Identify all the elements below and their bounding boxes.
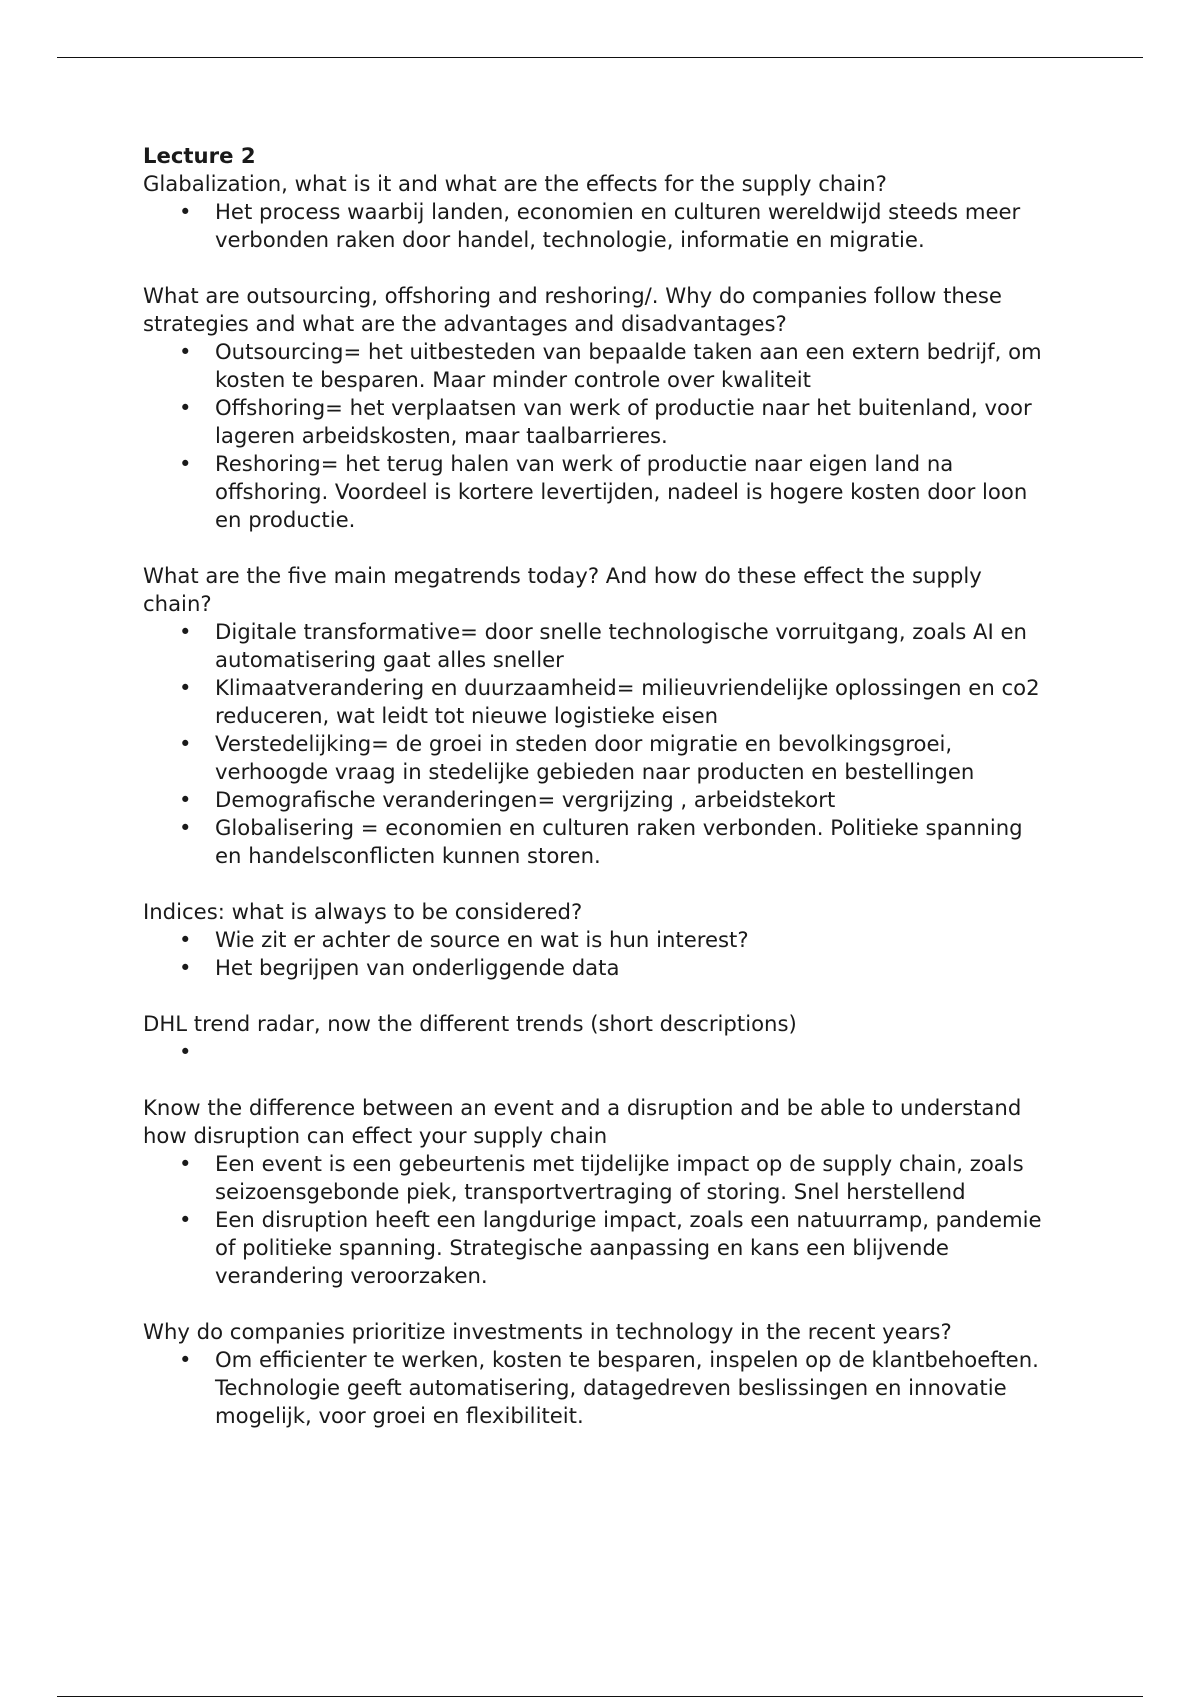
document-body <box>143 142 1048 1458</box>
answer-list <box>143 926 1048 982</box>
answer-item: • Een event is een gebeurtenis met tijdelijke impact op de supply chain, zoals seizoensgebonde piek, transportvertraging of storing. Snel herstellend <box>215 1150 1048 1206</box>
answer-list <box>143 198 1048 254</box>
answer-item: • Om efficienter te werken, kosten te besparen, inspelen op de klantbehoeften. Technologie geeft automatisering, datagedreven beslissingen en innovatie mogelijk, voor groei en flexibiliteit. <box>215 1346 1048 1430</box>
header-rule <box>57 57 1143 58</box>
answer-item: • Klimaatverandering en duurzaamheid= milieuvriendelijke oplossingen en co2 reduceren, wat leidt tot nieuwe logistieke eisen <box>215 674 1048 730</box>
question: What are outsourcing, offshoring and reshoring/. Why do companies follow these strategies and what are the advantages and disadvantages? <box>143 283 1002 336</box>
section-outsourcing <box>143 282 1048 534</box>
answer-list <box>143 1346 1048 1430</box>
question: DHL trend radar, now the different trends (short descriptions) <box>143 1011 797 1036</box>
answer-list <box>143 1038 1048 1066</box>
answer-item: • Offshoring= het verplaatsen van werk of productie naar het buitenland, voor lageren arbeidskosten, maar taalbarrieres. <box>215 394 1048 450</box>
answer-item: • Demografische veranderingen= vergrijzing , arbeidstekort <box>215 786 1048 814</box>
answer-list <box>143 338 1048 534</box>
answer-item-empty <box>215 1038 1048 1066</box>
section-globalization <box>143 170 1048 254</box>
answer-list <box>143 1150 1048 1290</box>
footer-rule <box>57 1696 1143 1697</box>
answer-item: • Outsourcing= het uitbesteden van bepaalde taken aan een extern bedrijf, om kosten te besparen. Maar minder controle over kwaliteit <box>215 338 1048 394</box>
question: What are the five main megatrends today? And how do these effect the supply chain? <box>143 563 982 616</box>
section-event-disruption <box>143 1094 1048 1290</box>
document-title: Lecture 2 <box>143 143 256 168</box>
answer-list <box>143 618 1048 870</box>
question: Know the difference between an event and a disruption and be able to understand how disruption can effect your supply chain <box>143 1095 1022 1148</box>
question: Indices: what is always to be considered? <box>143 899 583 924</box>
answer-item: • Globalisering = economien en culturen raken verbonden. Politieke spanning en handelsconflicten kunnen storen. <box>215 814 1048 870</box>
question: Why do companies prioritize investments in technology in the recent years? <box>143 1319 952 1344</box>
section-dhl-trend-radar <box>143 1010 1048 1066</box>
answer-item: • Reshoring= het terug halen van werk of productie naar eigen land na offshoring. Voordeel is kortere levertijden, nadeel is hogere kosten door loon en productie. <box>215 450 1048 534</box>
answer-item: • Het begrijpen van onderliggende data <box>215 954 1048 982</box>
section-indices <box>143 898 1048 982</box>
section-technology-investments <box>143 1318 1048 1430</box>
question: Glabalization, what is it and what are the effects for the supply chain? <box>143 171 887 196</box>
section-megatrends <box>143 562 1048 870</box>
answer-item: • Een disruption heeft een langdurige impact, zoals een natuurramp, pandemie of politieke spanning. Strategische aanpassing en kans een blijvende verandering veroorzaken. <box>215 1206 1048 1290</box>
answer-item: • Het process waarbij landen, economien en culturen wereldwijd steeds meer verbonden raken door handel, technologie, informatie en migratie. <box>215 198 1048 254</box>
answer-item: • Wie zit er achter de source en wat is hun interest? <box>215 926 1048 954</box>
answer-item: • Digitale transformative= door snelle technologische vorruitgang, zoals AI en automatisering gaat alles sneller <box>215 618 1048 674</box>
answer-item: • Verstedelijking= de groei in steden door migratie en bevolkingsgroei, verhoogde vraag in stedelijke gebieden naar producten en bestellingen <box>215 730 1048 786</box>
